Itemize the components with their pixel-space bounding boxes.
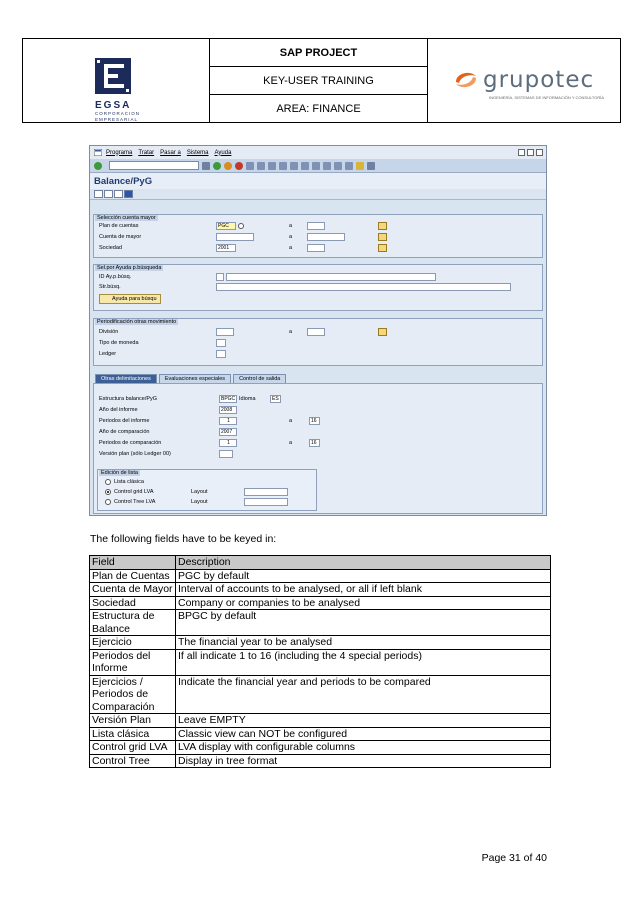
field-cell: Estructura de Balance xyxy=(90,610,176,636)
label-tipo-moneda: Tipo de moneda xyxy=(99,340,139,346)
input-periodos-comparacion[interactable]: 1 xyxy=(219,439,237,447)
sap-application-toolbar xyxy=(90,189,546,200)
grupotec-swirl-icon xyxy=(453,68,479,92)
label-a-periodos: a xyxy=(289,418,293,424)
grupotec-wordmark: grupotec xyxy=(483,67,595,93)
next-page-icon[interactable] xyxy=(301,162,309,170)
input-plan-to[interactable] xyxy=(307,222,325,230)
intro-text: The following fields have to be keyed in: xyxy=(90,533,277,545)
input-periodos-informe[interactable]: 1 xyxy=(219,417,237,425)
field-cell: Sociedad xyxy=(90,596,176,610)
print-icon[interactable] xyxy=(246,162,254,170)
shortcut-icon[interactable] xyxy=(334,162,342,170)
label-idioma: Idioma xyxy=(239,396,256,402)
cancel-icon[interactable] xyxy=(235,162,243,170)
label-id-ayuda: ID Ay.p.búsq. xyxy=(99,274,132,280)
enter-icon[interactable] xyxy=(94,162,102,170)
label-anio-comparacion: Año de comparación xyxy=(99,429,150,435)
header-field: Field xyxy=(90,556,176,570)
f4-help-icon[interactable] xyxy=(238,223,244,229)
ayuda-busqueda-button[interactable]: Ayuda para búsqu xyxy=(99,294,161,304)
egsa-logo-mark-icon xyxy=(95,58,131,94)
variant-icon[interactable] xyxy=(104,190,113,198)
execute-icon[interactable] xyxy=(94,190,103,198)
field-cell: Ejercicios / Periodos de Comparación xyxy=(90,675,176,714)
description-cell: LVA display with configurable columns xyxy=(176,741,551,755)
table-row xyxy=(90,714,551,728)
tab-control-de-salida[interactable]: Control de salida xyxy=(233,374,286,383)
sap-screenshot xyxy=(89,145,547,516)
field-cell: Periodos del Informe xyxy=(90,649,176,675)
window-controls xyxy=(518,149,543,156)
input-anio-informe[interactable]: 2008 xyxy=(219,406,237,414)
input-ledger[interactable] xyxy=(216,350,226,358)
input-version-plan[interactable] xyxy=(219,450,233,458)
description-cell: The financial year to be analysed xyxy=(176,636,551,650)
description-cell: PGC by default xyxy=(176,569,551,583)
group-periodificacion xyxy=(93,318,543,366)
input-periodos-informe-to[interactable]: 16 xyxy=(309,417,320,425)
sap-standard-toolbar xyxy=(90,159,546,173)
input-idioma[interactable]: ES xyxy=(270,395,281,403)
input-layout-grid[interactable] xyxy=(244,488,288,496)
egsa-sub2: EMPRESARIAL xyxy=(95,117,139,122)
table-row xyxy=(90,727,551,741)
multiple-selection-icon[interactable] xyxy=(378,244,387,252)
label-layout-2: Layout xyxy=(191,499,208,505)
field-cell: Control Tree xyxy=(90,754,176,768)
field-cell: Ejercicio xyxy=(90,636,176,650)
list-group-title: Edición de lista xyxy=(101,470,138,476)
find-next-icon[interactable] xyxy=(268,162,276,170)
label-version-plan: Versión plan (sólo Ledger 00) xyxy=(99,451,171,457)
label-a-1: a xyxy=(289,223,293,229)
customize-icon[interactable] xyxy=(345,162,353,170)
menu-pasar-a[interactable]: Pasar a xyxy=(160,149,181,156)
description-cell: Indicate the financial year and periods to be compared xyxy=(176,675,551,714)
group-edicion-lista xyxy=(97,469,317,511)
description-cell: Company or companies to be analysed xyxy=(176,596,551,610)
label-control-grid: Control grid LVA xyxy=(114,489,154,495)
input-estructura-balance[interactable]: BPGC xyxy=(221,396,236,402)
grupotec-tagline: INGENIERÍA, SISTEMAS DE INFORMACIÓN Y CONSULTORÍA xyxy=(489,95,605,100)
document-header xyxy=(22,38,621,123)
label-periodos-comparacion: Periodos de comparación xyxy=(99,440,162,446)
input-id-ayuda[interactable] xyxy=(216,273,224,281)
label-division: División xyxy=(99,329,119,335)
table-header-row xyxy=(90,556,551,570)
field-cell: Plan de Cuentas xyxy=(90,569,176,583)
sap-menu-icon[interactable] xyxy=(94,149,102,156)
egsa-sub1: CORPORACION xyxy=(95,111,141,116)
layout-icon[interactable] xyxy=(367,162,375,170)
label-plan-de-cuentas: Plan de cuentas xyxy=(99,223,139,229)
field-description-table xyxy=(89,555,551,768)
egsa-wordmark: EGSA xyxy=(95,100,132,111)
page-number: Page 31 of 40 xyxy=(481,852,547,864)
minimize-icon[interactable] xyxy=(518,149,525,156)
save-icon[interactable] xyxy=(202,162,210,170)
back-icon[interactable] xyxy=(213,162,221,170)
group-seleccion-cuenta-mayor xyxy=(93,214,543,258)
description-cell: If all indicate 1 to 16 (including the 4 special periods) xyxy=(176,649,551,675)
label-control-tree: Control Tree LVA xyxy=(114,499,156,505)
input-sociedad-to[interactable] xyxy=(307,244,325,252)
header-area: AREA: FINANCE xyxy=(210,94,427,122)
help-icon[interactable] xyxy=(356,162,364,170)
tabstrip xyxy=(95,374,286,383)
input-anio-comparacion[interactable]: 2007 xyxy=(219,428,237,436)
label-layout-1: Layout xyxy=(191,489,208,495)
input-tipo-moneda[interactable] xyxy=(216,339,226,347)
grupotec-logo xyxy=(453,67,605,100)
close-icon[interactable] xyxy=(536,149,543,156)
sap-screen-title: Balance/PyG xyxy=(90,173,546,189)
field-cell: Cuenta de Mayor xyxy=(90,583,176,597)
header-titles xyxy=(210,39,428,122)
group3-title: Periodificación otras movimiento xyxy=(97,319,177,325)
table-row xyxy=(90,583,551,597)
multiple-selection-icon[interactable] xyxy=(378,328,387,336)
last-page-icon[interactable] xyxy=(312,162,320,170)
grupotec-logo-cell xyxy=(428,39,620,122)
input-id-ayuda-text[interactable] xyxy=(226,273,436,281)
input-sociedad[interactable]: 2001 xyxy=(216,244,236,252)
field-cell: Versión Plan xyxy=(90,714,176,728)
input-division-to[interactable] xyxy=(307,328,325,336)
menu-sistema[interactable]: Sistema xyxy=(186,149,209,156)
header-project: SAP PROJECT xyxy=(279,46,358,59)
sap-menubar xyxy=(90,146,546,159)
radio-control-tree[interactable] xyxy=(105,499,111,505)
group1-title: Selección cuenta mayor xyxy=(97,215,156,221)
radio-control-grid[interactable] xyxy=(105,489,111,495)
first-page-icon[interactable] xyxy=(279,162,287,170)
info-icon[interactable] xyxy=(124,190,133,198)
label-anio-informe: Año del informe xyxy=(99,407,138,413)
input-division[interactable] xyxy=(216,328,234,336)
menu-ayuda[interactable]: Ayuda xyxy=(214,149,232,156)
input-cuenta-de-mayor[interactable] xyxy=(216,233,254,241)
description-cell: Classic view can NOT be configured xyxy=(176,727,551,741)
description-cell: Leave EMPTY xyxy=(176,714,551,728)
group-sel-ayuda-busqueda xyxy=(93,264,543,311)
multiple-selection-icon[interactable] xyxy=(378,222,387,230)
label-a-division: a xyxy=(289,329,293,335)
label-a-2: a xyxy=(289,234,293,240)
maximize-icon[interactable] xyxy=(527,149,534,156)
table-row xyxy=(90,569,551,583)
description-cell: Display in tree format xyxy=(176,754,551,768)
new-session-icon[interactable] xyxy=(323,162,331,170)
table-row xyxy=(90,675,551,714)
label-str-busq: Str.búsq. xyxy=(99,284,121,290)
table-row xyxy=(90,741,551,755)
menu-programa[interactable]: Programa xyxy=(106,149,133,156)
input-cuenta-to[interactable] xyxy=(307,233,345,241)
egsa-logo-cell xyxy=(23,39,210,122)
table-row xyxy=(90,636,551,650)
label-sociedad: Sociedad xyxy=(99,245,122,251)
input-layout-tree[interactable] xyxy=(244,498,288,506)
group2-title: Sel.por Ayuda p.búsqueda xyxy=(97,265,162,271)
input-periodos-comparacion-to[interactable]: 16 xyxy=(309,439,320,447)
selection-options-icon[interactable] xyxy=(114,190,123,198)
menu-tratar[interactable]: Tratar xyxy=(138,149,155,156)
tab-panel xyxy=(93,383,543,514)
table-row xyxy=(90,610,551,636)
radio-lista-clasica[interactable] xyxy=(105,479,111,485)
label-a-comparacion: a xyxy=(289,440,293,446)
label-estructura-balance: Estructura balance/PyG xyxy=(99,396,158,402)
prev-page-icon[interactable] xyxy=(290,162,298,170)
command-field[interactable] xyxy=(109,161,199,170)
description-cell: Interval of accounts to be analysed, or all if left blank xyxy=(176,583,551,597)
input-str-busq[interactable] xyxy=(216,283,511,291)
label-periodos-informe: Periodos del informe xyxy=(99,418,150,424)
find-icon[interactable] xyxy=(257,162,265,170)
header-training: KEY-USER TRAINING xyxy=(210,66,427,94)
input-plan-de-cuentas[interactable]: PGC xyxy=(216,222,236,230)
label-ledger: Ledger xyxy=(99,351,117,357)
tab-otras-delimitaciones[interactable]: Otras delimitaciones xyxy=(95,374,157,383)
table-row xyxy=(90,754,551,768)
exit-icon[interactable] xyxy=(224,162,232,170)
header-description: Description xyxy=(176,556,551,570)
multiple-selection-icon[interactable] xyxy=(378,233,387,241)
tab-evaluaciones-especiales[interactable]: Evaluaciones especiales xyxy=(159,374,231,383)
label-cuenta-de-mayor: Cuenta de mayor xyxy=(99,234,142,240)
table-row xyxy=(90,649,551,675)
label-lista-clasica: Lista clásica xyxy=(114,479,144,485)
label-a-3: a xyxy=(289,245,293,251)
description-cell: BPGC by default xyxy=(176,610,551,636)
egsa-logo xyxy=(95,58,155,123)
table-row xyxy=(90,596,551,610)
field-cell: Control grid LVA xyxy=(90,741,176,755)
field-cell: Lista clásica xyxy=(90,727,176,741)
